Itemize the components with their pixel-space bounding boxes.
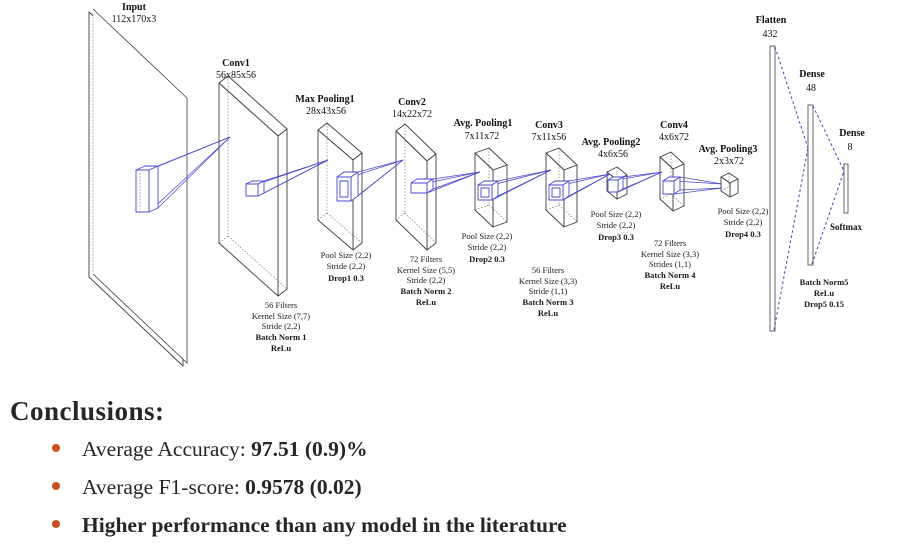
- svg-text:Batch Norm5: Batch Norm5: [799, 277, 849, 287]
- svg-text:Kernel Size (3,3): Kernel Size (3,3): [640, 249, 700, 259]
- conclusions-title: Conclusions:: [10, 396, 165, 426]
- svg-text:Kernel Size (7,7): Kernel Size (7,7): [251, 311, 311, 321]
- layer-dims-flatten: 432: [762, 29, 778, 40]
- svg-text:Kernel Size (3,3): Kernel Size (3,3): [518, 276, 578, 286]
- conclusions-list: [10, 437, 900, 538]
- layer-dims-conv4: 4x6x72: [659, 132, 689, 143]
- svg-text:56 Filters: 56 Filters: [264, 300, 298, 310]
- svg-text:ReLu: ReLu: [537, 308, 559, 318]
- layer-title-input: Input: [122, 2, 146, 13]
- layer-title-conv4: Conv4: [660, 120, 688, 131]
- layer-title-conv3: Conv3: [535, 120, 563, 131]
- svg-text:Stride (2,2): Stride (2,2): [467, 242, 507, 252]
- svg-text:Batch Norm 1: Batch Norm 1: [255, 332, 307, 342]
- layer-dims-dense8: 8: [847, 142, 853, 153]
- flatten-bar: [770, 46, 775, 331]
- layer-title-avgpool1: Avg. Pooling1: [453, 118, 513, 129]
- layer-dims-avgpool2: 4x6x56: [598, 149, 628, 160]
- layer-dims-conv3: 7x11x56: [531, 132, 567, 143]
- svg-text:Batch Norm 2: Batch Norm 2: [400, 286, 452, 296]
- avgpool3-cube: [721, 173, 738, 197]
- conv1-annotation: [252, 300, 310, 353]
- svg-text:Batch Norm 4: Batch Norm 4: [644, 270, 696, 280]
- avgpool3-annotation: [718, 206, 769, 239]
- layer-title-conv1: Conv1: [222, 58, 250, 69]
- svg-text:56 Filters: 56 Filters: [531, 265, 565, 275]
- layer-dims-avgpool1: 7x11x72: [464, 131, 500, 142]
- layer-dims-conv1: 56x85x56: [216, 70, 256, 81]
- layer-title-dense8: Dense: [839, 128, 865, 139]
- layer-dims-dense48: 48: [806, 83, 816, 94]
- svg-text:Drop5 0.15: Drop5 0.15: [804, 299, 844, 309]
- layer-dims-conv2: 14x22x72: [392, 109, 432, 120]
- bullet-icon: [52, 482, 60, 490]
- conv4-annotation: [641, 238, 699, 291]
- svg-text:Stride (2,2): Stride (2,2): [326, 261, 366, 271]
- bullet-icon: [52, 444, 60, 452]
- svg-text:72 Filters: 72 Filters: [409, 254, 443, 264]
- conclusion-item-f1score: [52, 475, 900, 500]
- conv3-annotation: [519, 265, 577, 318]
- layer-title-avgpool3: Avg. Pooling3: [698, 144, 758, 155]
- layer-dims-avgpool3: 2x3x72: [714, 156, 744, 167]
- svg-text:Stride (2,2): Stride (2,2): [261, 321, 301, 331]
- dense48-bar: [808, 105, 813, 265]
- svg-text:Stride (1,1): Stride (1,1): [528, 286, 568, 296]
- conclusion-text: Higher performance than any model in the literature: [82, 513, 567, 537]
- svg-text:ReLu: ReLu: [415, 297, 437, 307]
- softmax-label: Softmax: [830, 222, 862, 232]
- svg-text:Stride (2,2): Stride (2,2): [723, 217, 763, 227]
- svg-text:ReLu: ReLu: [813, 288, 835, 298]
- conclusion-text: Average Accuracy: 97.51 (0.9)%: [82, 437, 368, 461]
- avgpool1-annotation: [462, 231, 513, 264]
- layer-title-conv2: Conv2: [398, 97, 426, 108]
- svg-text:Kernel Size (5,5): Kernel Size (5,5): [396, 265, 456, 275]
- svg-text:Pool Size (2,2): Pool Size (2,2): [590, 209, 642, 219]
- svg-text:Pool Size (2,2): Pool Size (2,2): [461, 231, 513, 241]
- dense48-annotation: [800, 277, 849, 309]
- kernel-conv4: [663, 177, 722, 194]
- svg-text:Stride (2,2): Stride (2,2): [596, 220, 636, 230]
- svg-text:Pool Size (2,2): Pool Size (2,2): [320, 250, 372, 260]
- svg-text:Drop2 0.3: Drop2 0.3: [469, 254, 505, 264]
- layer-dims-maxpool1: 28x43x56: [306, 106, 346, 117]
- layer-title-avgpool2: Avg. Pooling2: [581, 137, 641, 148]
- svg-text:Drop1 0.3: Drop1 0.3: [328, 273, 364, 283]
- svg-text:Pool Size (2,2): Pool Size (2,2): [717, 206, 769, 216]
- layer-title-dense48: Dense: [799, 69, 825, 80]
- layer-title-flatten: Flatten: [755, 15, 787, 26]
- bullet-icon: [52, 520, 60, 528]
- svg-text:ReLu: ReLu: [659, 281, 681, 291]
- layer-dims-input: 112x170x3: [111, 14, 157, 25]
- conclusions-section: [0, 394, 900, 538]
- svg-text:Drop4 0.3: Drop4 0.3: [725, 229, 761, 239]
- conclusion-item-accuracy: [52, 437, 900, 462]
- avgpool2-annotation: [591, 209, 642, 242]
- svg-text:ReLu: ReLu: [270, 343, 292, 353]
- svg-text:Drop3 0.3: Drop3 0.3: [598, 232, 634, 242]
- dense8-bar: [844, 164, 848, 213]
- svg-text:Strides (1,1): Strides (1,1): [648, 259, 692, 269]
- conv2-annotation: [397, 254, 455, 307]
- conclusion-text: Average F1-score: 0.9578 (0.02): [82, 475, 362, 499]
- svg-text:Stride (2,2): Stride (2,2): [406, 275, 446, 285]
- conclusion-item-performance: [52, 513, 900, 538]
- svg-text:72 Filters: 72 Filters: [653, 238, 687, 248]
- maxpool1-annotation: [321, 250, 372, 283]
- svg-text:Batch Norm 3: Batch Norm 3: [522, 297, 574, 307]
- layer-title-maxpool1: Max Pooling1: [295, 94, 355, 105]
